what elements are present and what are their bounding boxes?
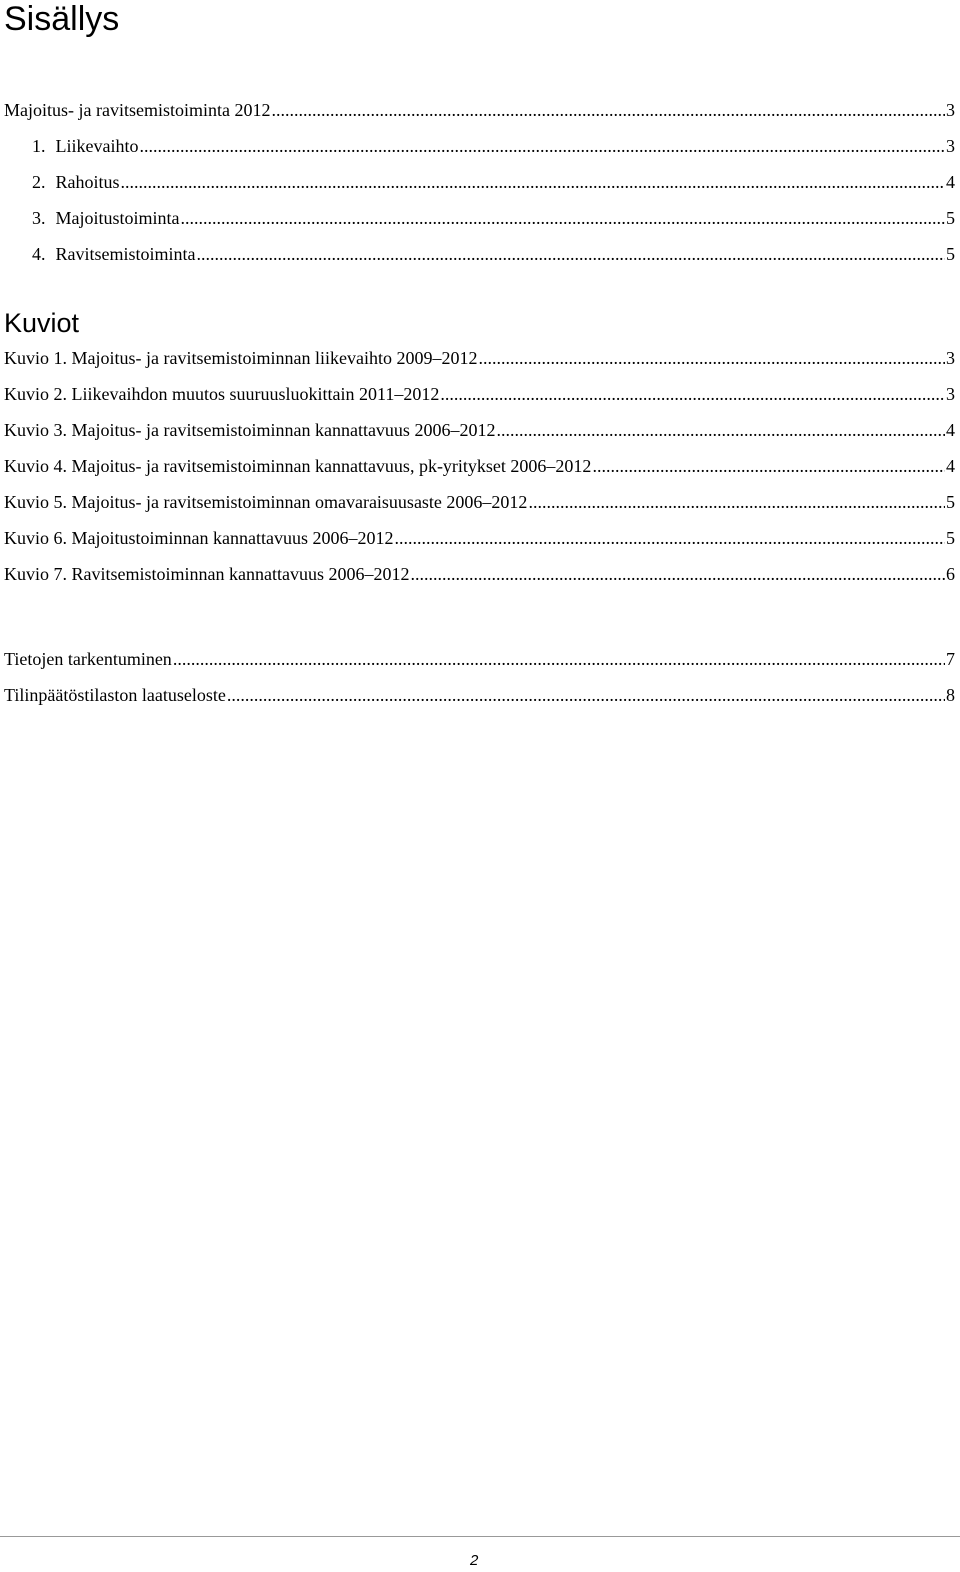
figure-entry-1[interactable] [4,346,954,382]
dot-leader [197,242,946,266]
figure-entry-label: Kuvio 2. Liikevaihdon muutos suuruusluokittain 2011–2012 [4,384,440,404]
dot-leader [139,134,945,158]
appendix-list [4,647,954,719]
appendix-entry-page: 8 [946,685,955,705]
toc-entry-ravitsemistoiminta[interactable] [4,242,954,278]
toc-entry-page: 5 [946,208,955,228]
figure-entry-7[interactable] [4,562,954,598]
dot-leader [173,647,945,671]
figure-entry-label: Kuvio 4. Majoitus- ja ravitsemistoiminnan kannattavuus, pk-yritykset 2006–2012 [4,456,592,476]
figure-entry-page: 4 [946,456,955,476]
toc-title: Sisällys [4,0,120,38]
figure-entry-label: Kuvio 5. Majoitus- ja ravitsemistoiminnan omavaraisuusaste 2006–2012 [4,492,528,512]
toc-entry-majoitustoiminta[interactable] [4,206,954,242]
toc-entry-page: 4 [946,172,955,192]
figure-entry-page: 5 [946,528,955,548]
dot-leader [410,562,945,586]
toc-entry-page: 3 [946,100,955,120]
toc-entry-label: Ravitsemistoiminta [55,244,196,264]
appendix-entry-page: 7 [946,649,955,669]
figure-entry-2[interactable] [4,382,954,418]
figure-entry-label: Kuvio 1. Majoitus- ja ravitsemistoiminnan liikevaihto 2009–2012 [4,348,478,368]
figure-entry-page: 5 [946,492,955,512]
figure-entry-5[interactable] [4,490,954,526]
appendix-entry-laatuseloste[interactable] [4,683,954,719]
figure-entry-label: Kuvio 6. Majoitustoiminnan kannattavuus 2006–2012 [4,528,394,548]
figures-list [4,346,954,598]
toc-entry-label: Majoitustoiminta [55,208,180,228]
figure-entry-page: 6 [946,564,955,584]
figure-entry-4[interactable] [4,454,954,490]
toc-entry-number: 2. [32,172,46,192]
toc-list [4,98,954,278]
dot-leader [440,382,945,406]
figure-entry-3[interactable] [4,418,954,454]
toc-entry-page: 3 [946,136,955,156]
figure-entry-page: 3 [946,384,955,404]
figures-title: Kuviot [4,308,80,338]
toc-entry-number: 3. [32,208,46,228]
figure-entry-page: 4 [946,420,955,440]
dot-leader [121,170,945,194]
dot-leader [496,418,945,442]
toc-entry-label: Liikevaihto [55,136,139,156]
dot-leader [528,490,945,514]
toc-entry-number: 4. [32,244,46,264]
footer-divider [0,1536,960,1537]
toc-entry-liikevaihto[interactable] [4,134,954,170]
toc-entry-main[interactable] [4,98,954,134]
toc-entry-label: Majoitus- ja ravitsemistoiminta 2012 [4,100,271,120]
toc-entry-page: 5 [946,244,955,264]
dot-leader [478,346,945,370]
figure-entry-label: Kuvio 7. Ravitsemistoiminnan kannattavuus 2006–2012 [4,564,410,584]
dot-leader [271,98,945,122]
dot-leader [227,683,945,707]
appendix-entry-label: Tilinpäätöstilaston laatuseloste [4,685,226,705]
figure-entry-label: Kuvio 3. Majoitus- ja ravitsemistoiminnan kannattavuus 2006–2012 [4,420,496,440]
dot-leader [394,526,945,550]
appendix-entry-tietojen-tarkentuminen[interactable] [4,647,954,683]
page-number: 2 [470,1552,479,1569]
toc-entry-rahoitus[interactable] [4,170,954,206]
toc-entry-number: 1. [32,136,46,156]
figure-entry-page: 3 [946,348,955,368]
figure-entry-6[interactable] [4,526,954,562]
toc-entry-label: Rahoitus [55,172,120,192]
dot-leader [181,206,946,230]
appendix-entry-label: Tietojen tarkentuminen [4,649,172,669]
dot-leader [592,454,945,478]
